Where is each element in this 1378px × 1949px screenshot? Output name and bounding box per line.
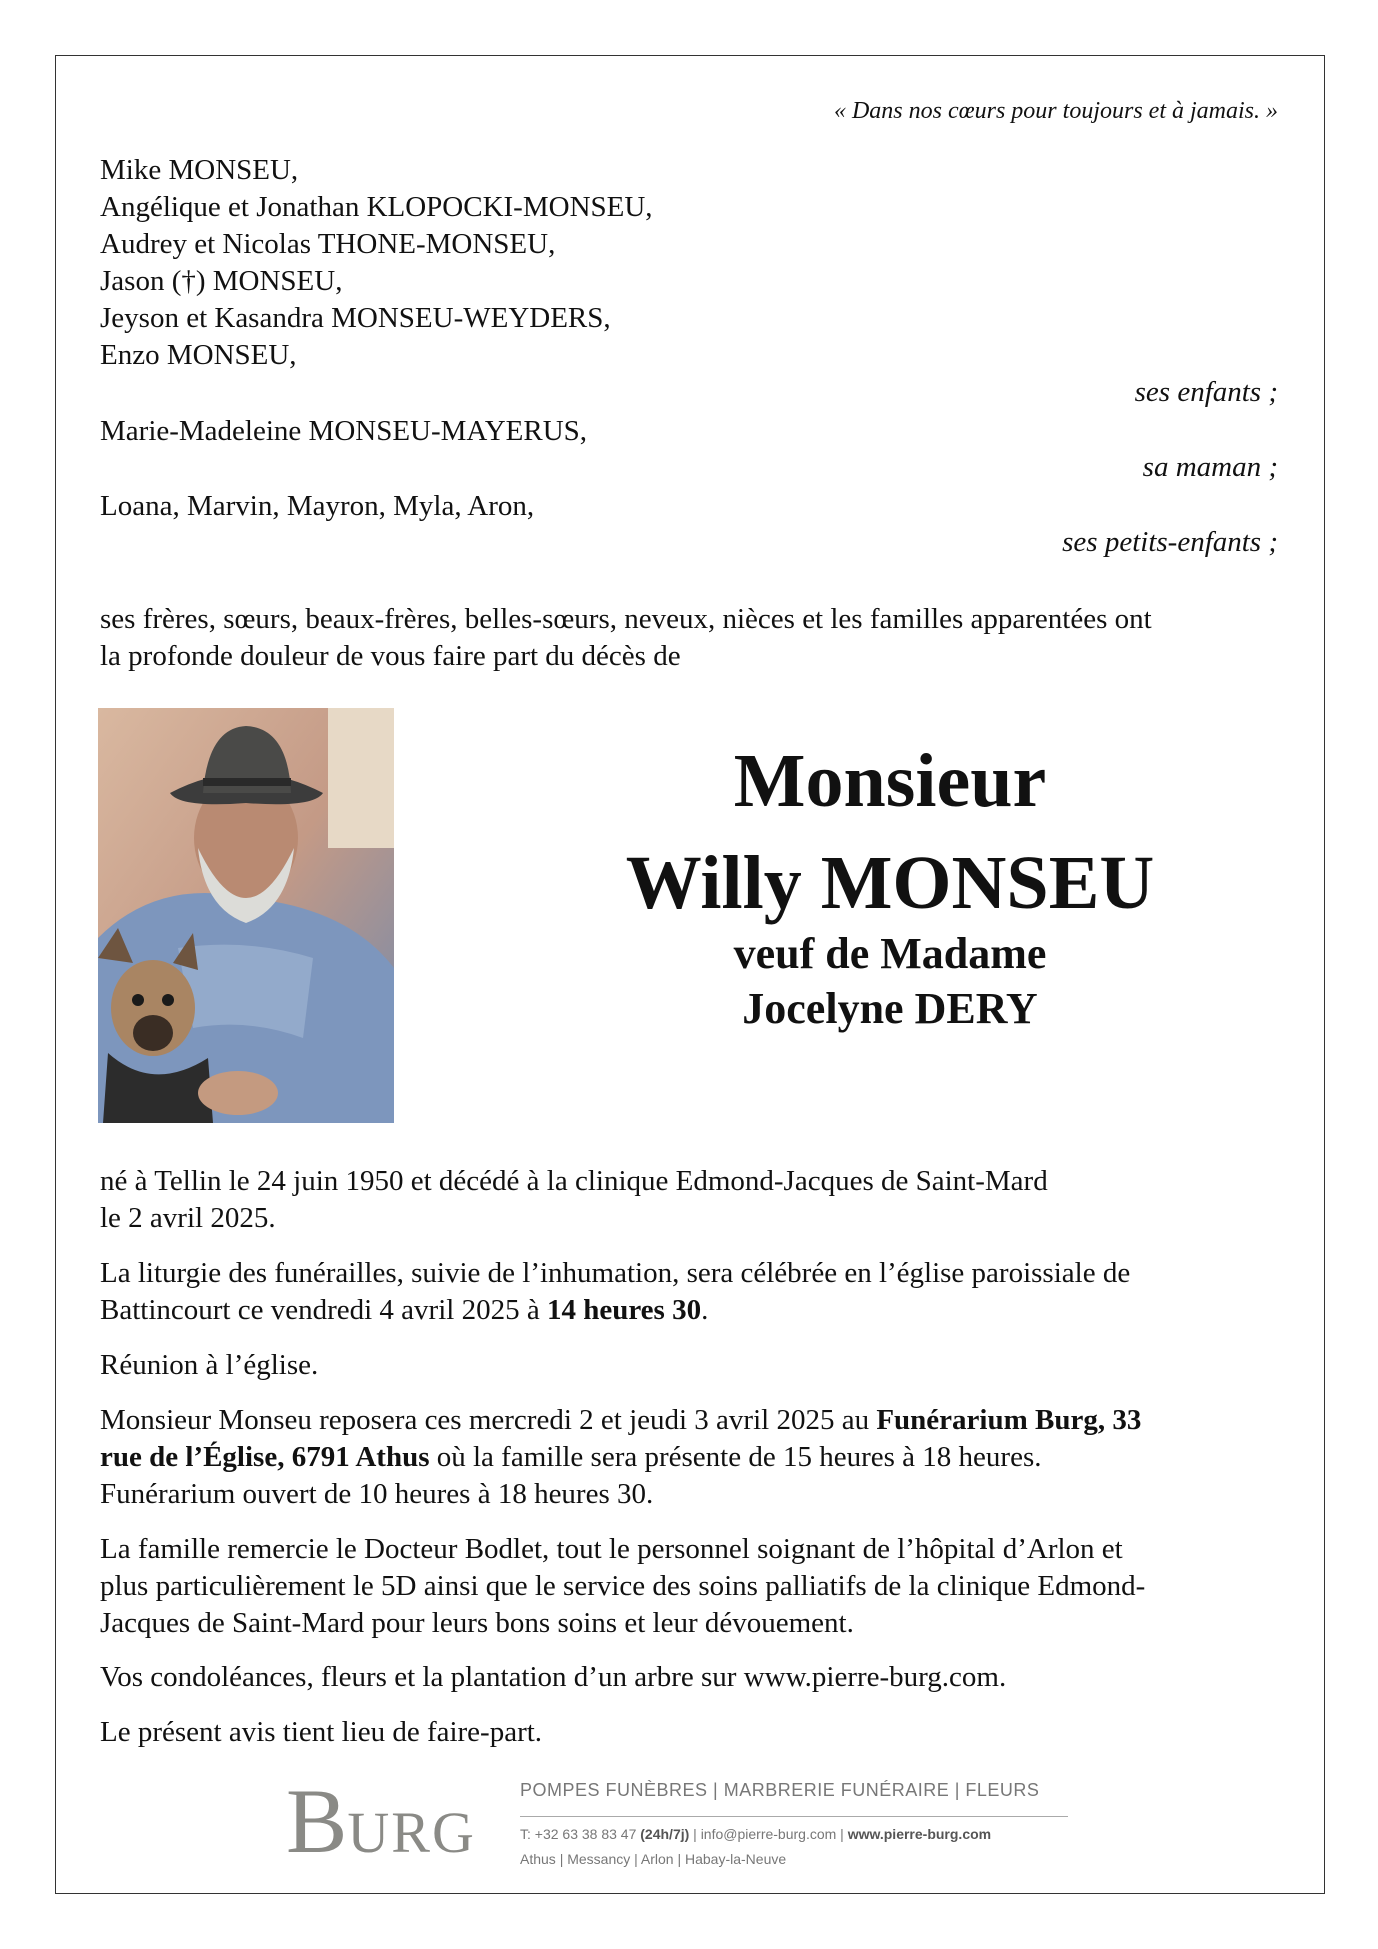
children-role: ses enfants ;: [1134, 376, 1278, 408]
rest-text: Monsieur Monseu reposera ces mercredi 2 et jeudi 3 avril 2025 au: [100, 1404, 877, 1436]
child-name: Mike MONSEU,: [100, 154, 299, 186]
footer-website: www.pierre-burg.com: [847, 1826, 992, 1842]
deceased-name: Willy MONSEU: [625, 841, 1155, 925]
birth-line: né à Tellin le 24 juin 1950 et décédé à la clinique Edmond-Jacques de Saint-Mard: [100, 1165, 1048, 1197]
mother-role: sa maman ;: [1142, 451, 1278, 483]
grandchildren-names: Loana, Marvin, Mayron, Myla, Aron,: [100, 490, 535, 522]
birth-death-info: [100, 1163, 1290, 1237]
epigraph-quote: « Dans nos cœurs pour toujours et à jamais. »: [833, 98, 1278, 124]
footer-phone: T: +32 63 38 83 47: [520, 1826, 641, 1842]
thanks-line: La famille remercie le Docteur Bodlet, tout le personnel soignant de l’hôpital d’Arlon et: [100, 1533, 1123, 1565]
footer-divider: [520, 1816, 1068, 1817]
logo-letter: B: [286, 1770, 348, 1872]
thanks-info: [100, 1531, 1290, 1642]
logo-text: URG: [347, 1800, 476, 1865]
liturgy-info: [100, 1255, 1290, 1329]
liturgy-text: Battincourt ce vendredi 4 avril 2025 à: [100, 1294, 547, 1326]
mother-name: Marie-Madeleine MONSEU-MAYERUS,: [100, 415, 588, 447]
liturgy-text: .: [701, 1294, 709, 1326]
deceased-photo: [98, 708, 394, 1123]
footer-locations: Athus | Messancy | Arlon | Habay-la-Neuve: [520, 1851, 787, 1867]
liturgy-line: [100, 1292, 1290, 1329]
footer-contact: [520, 1826, 991, 1842]
funeral-home-address: rue de l’Église, 6791 Athus: [100, 1441, 430, 1473]
footer-phone-hours: (24h/7j): [640, 1826, 690, 1842]
reunion-info: Réunion à l’église.: [100, 1349, 319, 1381]
rest-text: où la famille sera présente de 15 heures à 18 heures.: [429, 1441, 1042, 1473]
grandchildren-role: ses petits-enfants ;: [1062, 526, 1278, 558]
thanks-line: plus particulièrement le 5D ainsi que le service des soins palliatifs de la clinique Edmond-: [100, 1570, 1146, 1602]
announcement: [100, 601, 1290, 675]
thanks-line: Jacques de Saint-Mard pour leurs bons soins et leur dévouement.: [100, 1607, 854, 1639]
child-name: Enzo MONSEU,: [100, 339, 297, 371]
funeral-home-address: Funérarium Burg, 33: [876, 1404, 1142, 1436]
child-name: Audrey et Nicolas THONE-MONSEU,: [100, 228, 556, 260]
spouse-name: Jocelyne DERY: [742, 984, 1038, 1033]
widow-of-label: veuf de Madame: [733, 929, 1047, 978]
liturgy-line: La liturgie des funérailles, suivie de l’inhumation, sera célébrée en l’église paroissiale de: [100, 1257, 1131, 1289]
announcement-line: ses frères, sœurs, beaux-frères, belles-sœurs, neveux, nièces et les familles apparentées ont: [100, 603, 1152, 635]
child-name: Jeyson et Kasandra MONSEU-WEYDERS,: [100, 302, 611, 334]
notice-info: Le présent avis tient lieu de faire-part.: [100, 1716, 543, 1748]
announcement-line: la profonde douleur de vous faire part du décès de: [100, 640, 681, 672]
portrait-image: [98, 708, 394, 1123]
rest-line: [100, 1439, 1290, 1476]
rest-line: Funérarium ouvert de 10 heures à 18 heures 30.: [100, 1478, 654, 1510]
children-list: [100, 152, 653, 374]
rest-line: [100, 1402, 1290, 1439]
footer-email: | info@pierre-burg.com |: [689, 1826, 848, 1842]
deceased-title: Monsieur: [733, 739, 1047, 823]
condolences-info: Vos condoléances, fleurs et la plantation d’un arbre sur www.pierre-burg.com.: [100, 1661, 1007, 1693]
burg-logo: [286, 1770, 476, 1872]
footer-services: POMPES FUNÈBRES | MARBRERIE FUNÉRAIRE | FLEURS: [520, 1780, 1040, 1800]
birth-line: le 2 avril 2025.: [100, 1202, 276, 1234]
liturgy-time: 14 heures 30: [546, 1294, 702, 1326]
child-name: Jason (†) MONSEU,: [100, 265, 343, 297]
child-name: Angélique et Jonathan KLOPOCKI-MONSEU,: [100, 191, 653, 223]
funeral-home-info: [100, 1402, 1290, 1513]
